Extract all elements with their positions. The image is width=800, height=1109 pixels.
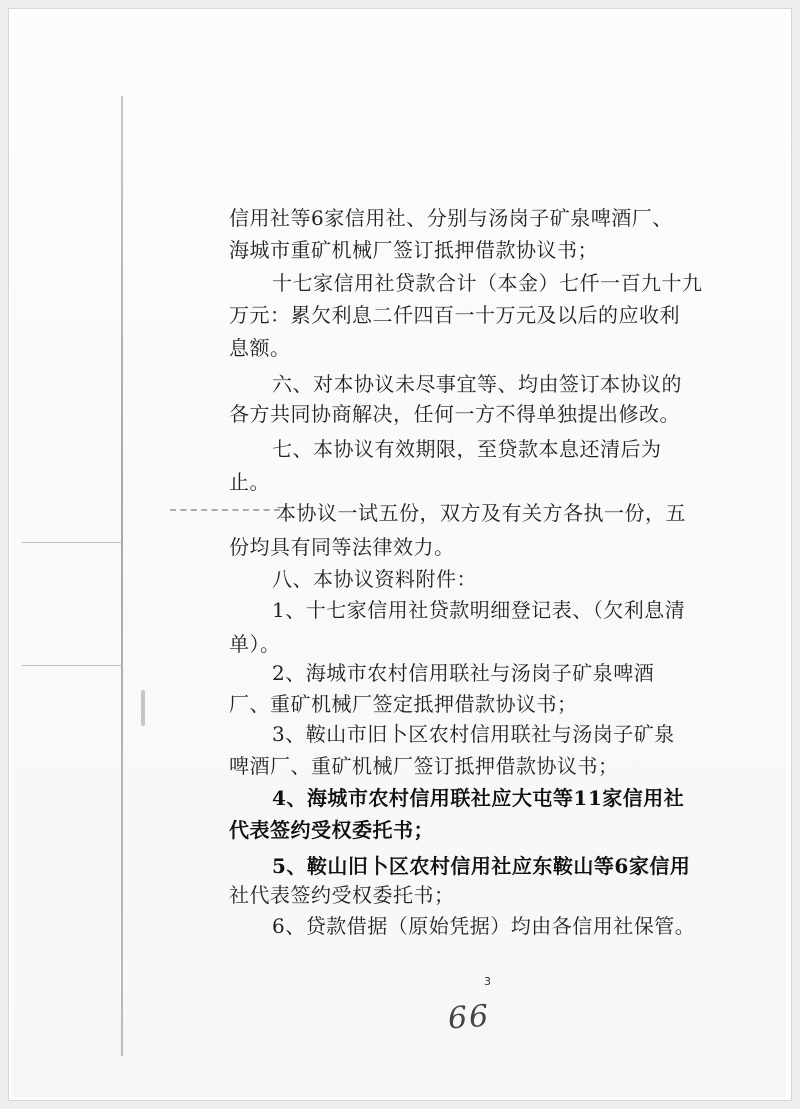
text-line-16: 厂、重矿机械厂签定抵押借款协议书；: [229, 692, 578, 716]
text-line-1: 信用社等6家信用社、分别与汤岗子矿泉啤酒厂、: [229, 206, 673, 230]
text-line-17: 3、鞍山市旧卜区农村信用联社与汤岗子矿泉: [272, 722, 675, 746]
page-number: 3: [484, 975, 491, 988]
text-line-4: 万元：累欠利息二仟四百一十万元及以后的应收利: [229, 303, 680, 327]
text-line-13: 1、十七家信用社贷款明细登记表、（欠利息清: [272, 598, 686, 622]
text-line-21: 5、鞍山旧卜区农村信用社应东鞍山等6家信用: [272, 854, 691, 878]
text-line-19: 4、海城市农村信用联社应大屯等11家信用社: [272, 786, 685, 810]
scan-dash-mark: [170, 509, 280, 511]
text-line-9: 止。: [229, 470, 270, 494]
text-line-15: 2、海城市农村信用联社与汤岗子矿泉啤酒: [272, 661, 655, 685]
handwritten-page-number: 66: [446, 998, 492, 1037]
scan-smudge: [141, 690, 145, 726]
text-line-7: 各方共同协商解决，任何一方不得单独提出修改。: [229, 402, 680, 426]
text-line-12: 八、本协议资料附件：: [272, 567, 477, 591]
text-line-10: 本协议一试五份，双方及有关方各执一份，五: [276, 501, 686, 525]
text-line-14: 单）。: [229, 632, 281, 656]
scan-margin-line: [121, 96, 123, 1056]
text-line-8: 七、本协议有效期限，至贷款本息还清后为: [272, 437, 662, 461]
text-line-22: 社代表签约受权委托书；: [229, 883, 455, 907]
text-line-2: 海城市重矿机械厂签订抵押借款协议书；: [229, 238, 598, 262]
text-line-6: 六、对本协议未尽事宜等、均由签订本协议的: [272, 372, 682, 396]
text-line-5: 息额。: [229, 336, 291, 360]
text-line-11: 份均具有同等法律效力。: [229, 535, 455, 559]
text-line-23: 6、贷款借据（原始凭据）均由各信用社保管。: [272, 914, 696, 938]
text-line-20: 代表签约受权委托书；: [229, 818, 434, 842]
text-line-18: 啤酒厂、重矿机械厂签订抵押借款协议书；: [229, 754, 619, 778]
text-line-3: 十七家信用社贷款合计（本金）七仟一百九十九: [272, 271, 703, 295]
scan-artifact-line: [22, 542, 122, 543]
scan-artifact-line: [22, 665, 122, 666]
